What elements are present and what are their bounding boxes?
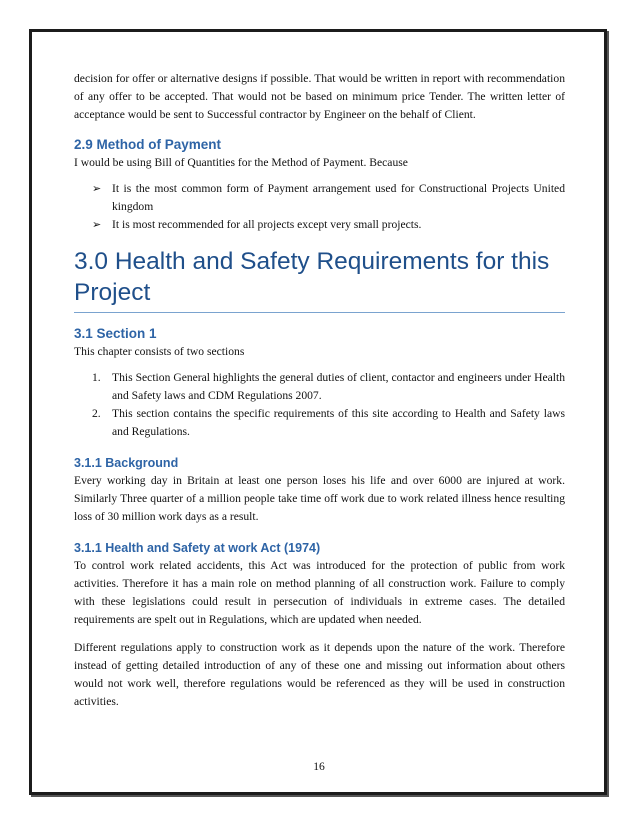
bullet-text: It is the most common form of Payment arrangement used for Constructional Projects United kingdom: [112, 182, 565, 213]
list-item: [92, 180, 565, 216]
hsaw-paragraph-2: Different regulations apply to construction work as it depends upon the nature of the work. Therefore instead of getting detailed introduction of any of these one and missing out information about others would not work well, therefore regulations would be referenced as they will be used in construction activities.: [74, 641, 565, 708]
background-heading: 3.1.1 Background: [74, 456, 179, 470]
item-number: 2.: [92, 407, 101, 420]
section-3-1-text: This chapter consists of two sections: [74, 345, 245, 358]
hsaw-paragraph-1: To control work related accidents, this Act was introduced for the protection of public from work activities. Therefore it has a main role on method planning of all construction work. Failure to comply with these legislations could result in persecution of individuals in extreme cases. The detailed requirements are spelt out in Regulations, which are updated when needed.: [74, 559, 565, 626]
section-2-9-bullet-list: [74, 180, 565, 234]
intro-paragraph: decision for offer or alternative designs if possible. That would be written in report with recommendation of any offer to be accepted. That would not be based on minimum price Tender. The written letter of acceptance would be sent to Successful contractor by Engineer on the behalf of Client.: [74, 72, 565, 121]
page-number: 16: [313, 760, 325, 773]
list-item: [92, 216, 565, 234]
bullet-text: It is most recommended for all projects except very small projects.: [112, 218, 422, 231]
list-item: [92, 405, 565, 441]
list-item: [92, 369, 565, 405]
section-2-9-heading: 2.9 Method of Payment: [74, 137, 222, 152]
item-text: This Section General highlights the general duties of client, contactor and engineers under Health and Safety laws and CDM Regulations 2007.: [112, 371, 565, 402]
chapter-3-heading: 3.0 Health and Safety Requirements for this Project: [74, 246, 565, 313]
item-text: This section contains the specific requirements of this site according to Health and Safety laws and Regulations.: [112, 407, 565, 438]
item-number: 1.: [92, 371, 101, 384]
section-2-9-text: I would be using Bill of Quantities for the Method of Payment. Because: [74, 156, 408, 169]
arrow-bullet-icon: ➢: [92, 219, 102, 231]
arrow-bullet-icon: ➢: [92, 183, 102, 195]
document-body: [74, 70, 565, 711]
section-3-1-heading: 3.1 Section 1: [74, 326, 157, 341]
section-3-1-numbered-list: [74, 369, 565, 441]
hsaw-act-heading: 3.1.1 Health and Safety at work Act (1974): [74, 541, 321, 555]
background-paragraph: Every working day in Britain at least one person loses his life and over 6000 are injured at work. Similarly Three quarter of a million people take time off work due to work related illness hence resulting loss of 30 million work days as a result.: [74, 474, 565, 523]
